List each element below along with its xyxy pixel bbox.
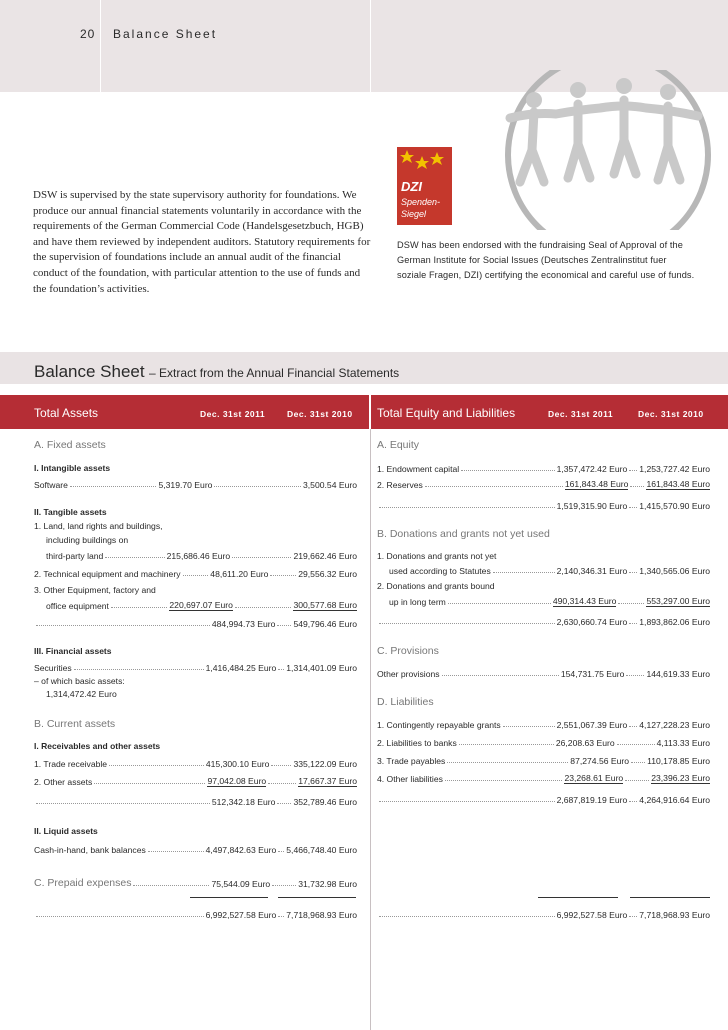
liabilities-col1-header: Dec. 31st 2011	[548, 409, 614, 419]
table-row: 4. Other liabilities 23,268.61 Euro 23,396.23 Euro	[377, 773, 710, 784]
table-row: 2. Technical equipment and machinery 48,611.20 Euro 29,556.32 Euro	[34, 569, 358, 579]
subtotal-row: 2,630,660.74 Euro 1,893,862.06 Euro	[377, 613, 710, 627]
liabilities-heading: Total Equity and Liabilities	[377, 406, 516, 420]
donations-title: B. Donations and grants not yet used	[377, 528, 550, 540]
table-row: Software 5,319.70 Euro 3,500.54 Euro	[34, 480, 358, 490]
seal-description: DSW has been endorsed with the fundraising Seal of Approval of the German Institute for Social Issues (Deutsches Zentralinstitut fuer soziale Fragen, DZI) certifying the economical and careful use of funds.	[397, 240, 695, 280]
liabilities-title: D. Liabilities	[377, 696, 434, 708]
total-line	[630, 897, 710, 898]
land-line-2: including buildings on	[46, 535, 129, 545]
total-row: 6,992,527.58 Euro 7,718,968.93 Euro	[377, 906, 710, 920]
people-circle-logo-icon	[498, 70, 728, 230]
liabilities-col2-header: Dec. 31st 2010	[638, 409, 704, 419]
subtotal-row: 512,342.18 Euro 352,789.46 Euro	[34, 793, 357, 807]
tangible-title: II. Tangible assets	[34, 507, 107, 517]
seal-dzi-label: DZI	[401, 179, 422, 194]
prepaid-row: C. Prepaid expenses 75,544.09 Euro 31,732.98 Euro	[34, 877, 357, 889]
table-row: used according to Statutes 2,140,346.31 Euro 1,340,565.06 Euro	[389, 566, 710, 576]
other-equipment-line-1: 3. Other Equipment, factory and	[34, 585, 156, 595]
table-row: 3. Trade payables 87,274.56 Euro 110,178.85 Euro	[377, 756, 710, 766]
assets-heading: Total Assets	[34, 406, 99, 420]
seal-label-2: Siegel	[401, 209, 427, 219]
intangible-title: I. Intangible assets	[34, 463, 111, 473]
stars-icon	[397, 147, 452, 177]
subtotal-row: 2,687,819.19 Euro 4,264,916.64 Euro	[377, 791, 710, 805]
page-title: Balance Sheet	[113, 27, 218, 41]
current-assets-title: B. Current assets	[34, 718, 116, 730]
liquid-title: II. Liquid assets	[34, 826, 98, 836]
table-row: Other provisions 154,731.75 Euro 144,619.33 Euro	[377, 669, 710, 679]
assets-col1-header: Dec. 31st 2011	[200, 409, 266, 419]
table-row: office equipment 220,697.07 Euro 300,577.68 Euro	[46, 600, 357, 611]
fixed-assets-title: A. Fixed assets	[34, 439, 106, 451]
table-row: 1. Endowment capital 1,357,472.42 Euro 1,253,727.42 Euro	[377, 464, 710, 474]
intro-paragraph: DSW is supervised by the state supervisory authority for foundations. We produce our annual financial statements voluntarily in accordance with the requirements of the German Commercial Code (Handelsgesetzbuch, HGB) and have them reviewed by independent auditors. Statutory requirements for the supervision of foundations include an annual audit of the financial conduct of the foundation, with particular attention to the use of funds and the foundation’s activities.	[33, 189, 371, 295]
total-line	[538, 897, 618, 898]
table-row: 1. Contingently repayable grants 2,551,067.39 Euro 4,127,228.23 Euro	[377, 720, 710, 730]
dzi-seal-badge	[397, 147, 452, 225]
table-row: Cash-in-hand, bank balances 4,497,842.63 Euro 5,466,748.40 Euro	[34, 845, 357, 855]
table-row: third-party land 215,686.46 Euro 219,662.46 Euro	[46, 551, 358, 561]
table-row: up in long term 490,314.43 Euro 553,297.00 Euro	[389, 596, 710, 607]
table-row: 2. Reserves 161,843.48 Euro 161,843.48 Euro	[377, 479, 710, 490]
table-row: 1. Trade receivable 415,300.10 Euro 335,122.09 Euro	[34, 759, 357, 769]
financial-title: III. Financial assets	[34, 646, 112, 656]
equity-title: A. Equity	[377, 439, 420, 451]
donations-line-1: 1. Donations and grants not yet	[377, 551, 497, 561]
donations-line-2: 2. Donations and grants bound	[377, 581, 495, 591]
table-row: 2. Other assets 97,042.08 Euro 17,667.37 Euro	[34, 776, 357, 787]
column-separator	[370, 429, 371, 1030]
subtotal-row: 1,519,315.90 Euro 1,415,570.90 Euro	[377, 497, 710, 511]
total-row: 6,992,527.58 Euro 7,718,968.93 Euro	[34, 906, 357, 920]
securities-note-2: 1,314,472.42 Euro	[46, 689, 117, 699]
subtotal-row: 484,994.73 Euro 549,796.46 Euro	[34, 615, 357, 629]
seal-label-1: Spenden-	[401, 197, 441, 207]
receivables-title: I. Receivables and other assets	[34, 741, 161, 751]
page-number: 20	[80, 27, 96, 41]
assets-col2-header: Dec. 31st 2010	[287, 409, 353, 419]
table-row: Securities 1,416,484.25 Euro 1,314,401.09 Euro	[34, 663, 357, 673]
band-subtitle: – Extract from the Annual Financial Statements	[149, 366, 400, 380]
band-title: Balance Sheet	[34, 362, 145, 381]
total-line	[190, 897, 268, 898]
table-row: 2. Liabilities to banks 26,208.63 Euro 4,113.33 Euro	[377, 738, 710, 748]
provisions-title: C. Provisions	[377, 645, 439, 657]
divider	[100, 0, 101, 92]
divider	[370, 0, 371, 92]
securities-note-1: – of which basic assets:	[34, 676, 125, 686]
balance-sheet-heading	[34, 362, 399, 382]
land-line-1: 1. Land, land rights and buildings,	[34, 521, 163, 531]
total-line	[278, 897, 356, 898]
